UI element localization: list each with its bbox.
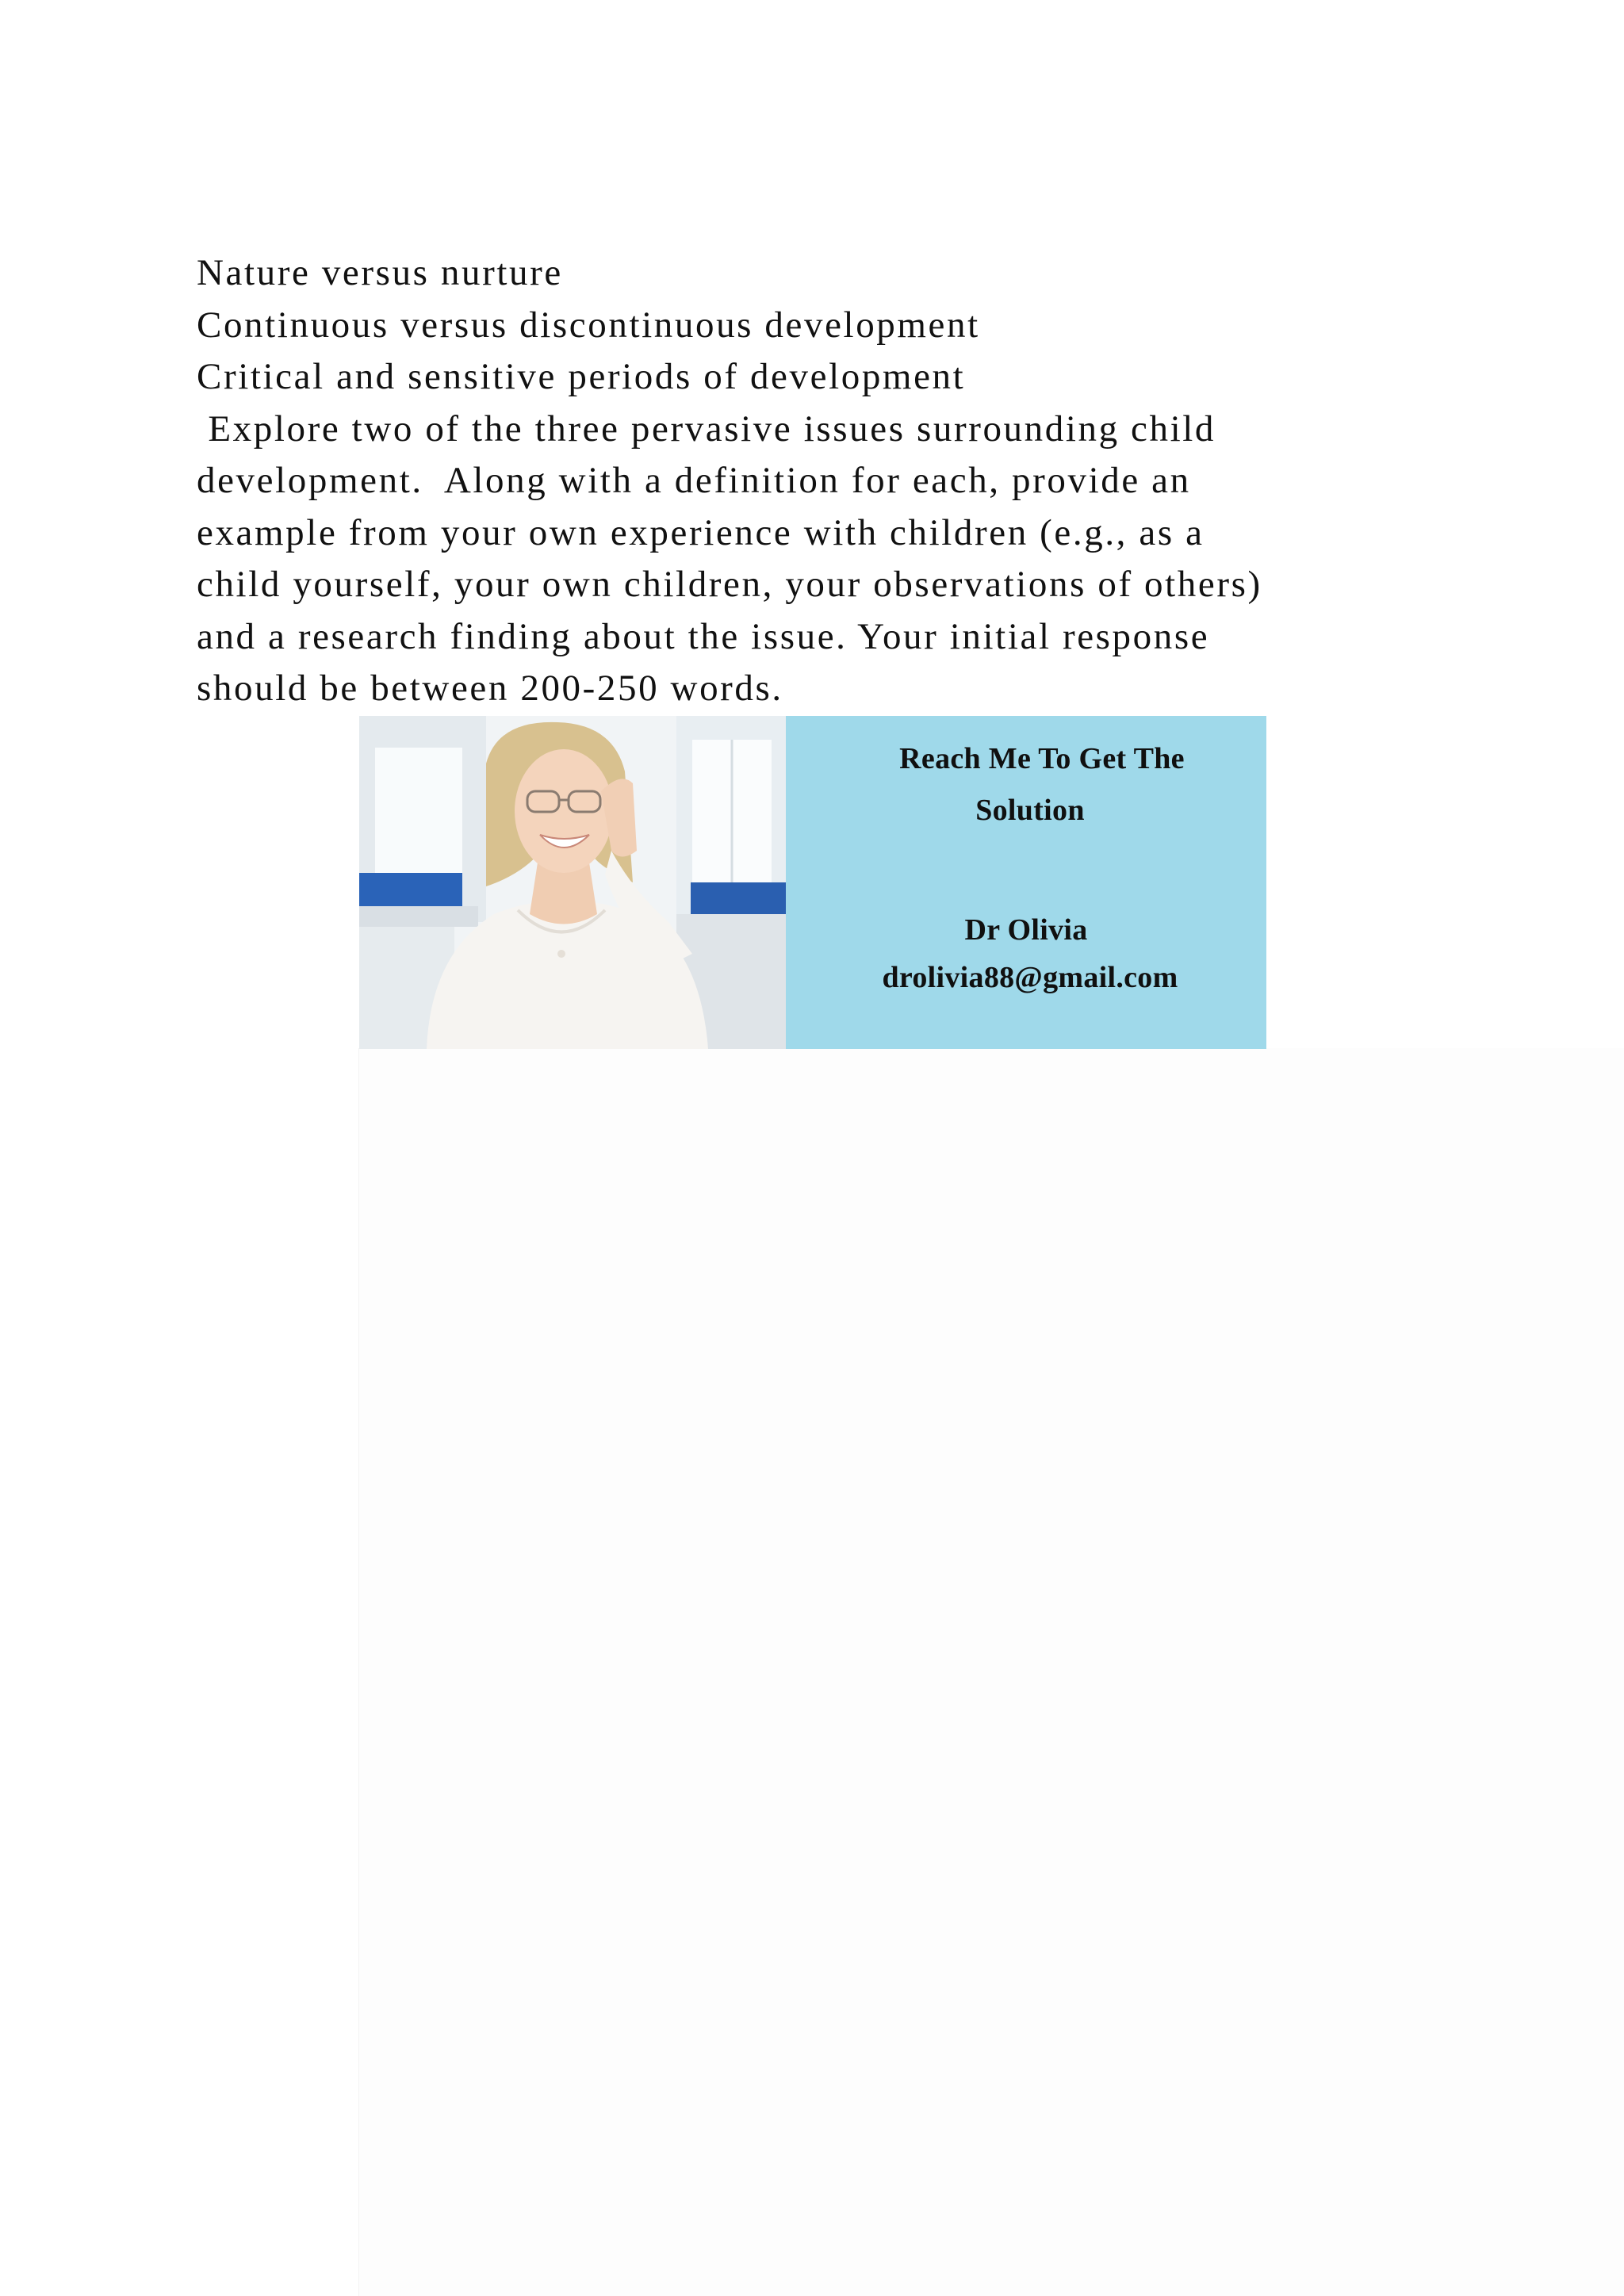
text-line: Critical and sensitive periods of development bbox=[197, 356, 966, 397]
contact-name: Dr Olivia bbox=[964, 913, 1088, 947]
woman-photo bbox=[359, 716, 786, 1049]
ad-headline: Reach Me To Get The bbox=[899, 742, 1185, 775]
ad-headline-2: Solution bbox=[975, 794, 1085, 827]
text-line: child yourself, your own children, your observations of others) bbox=[197, 564, 1262, 605]
text-line: example from your own experience with children (e.g., as a bbox=[197, 511, 1205, 553]
text-line: and a research finding about the issue. Your initial response bbox=[197, 615, 1210, 657]
text-line: Continuous versus discontinuous development bbox=[197, 304, 980, 346]
contact-panel bbox=[786, 716, 1266, 1049]
text-line: Explore two of the three pervasive issues surrounding child bbox=[197, 408, 1216, 450]
document-body bbox=[197, 247, 1434, 715]
page-shadow bbox=[358, 1048, 1624, 2296]
ad-banner[interactable] bbox=[359, 716, 1266, 1049]
text-line: Nature versus nurture bbox=[197, 252, 563, 293]
text-line: should be between 200-250 words. bbox=[197, 668, 783, 709]
text-line: development. Along with a definition for each, provide an bbox=[197, 460, 1191, 501]
contact-email[interactable]: drolivia88@gmail.com bbox=[882, 961, 1178, 994]
